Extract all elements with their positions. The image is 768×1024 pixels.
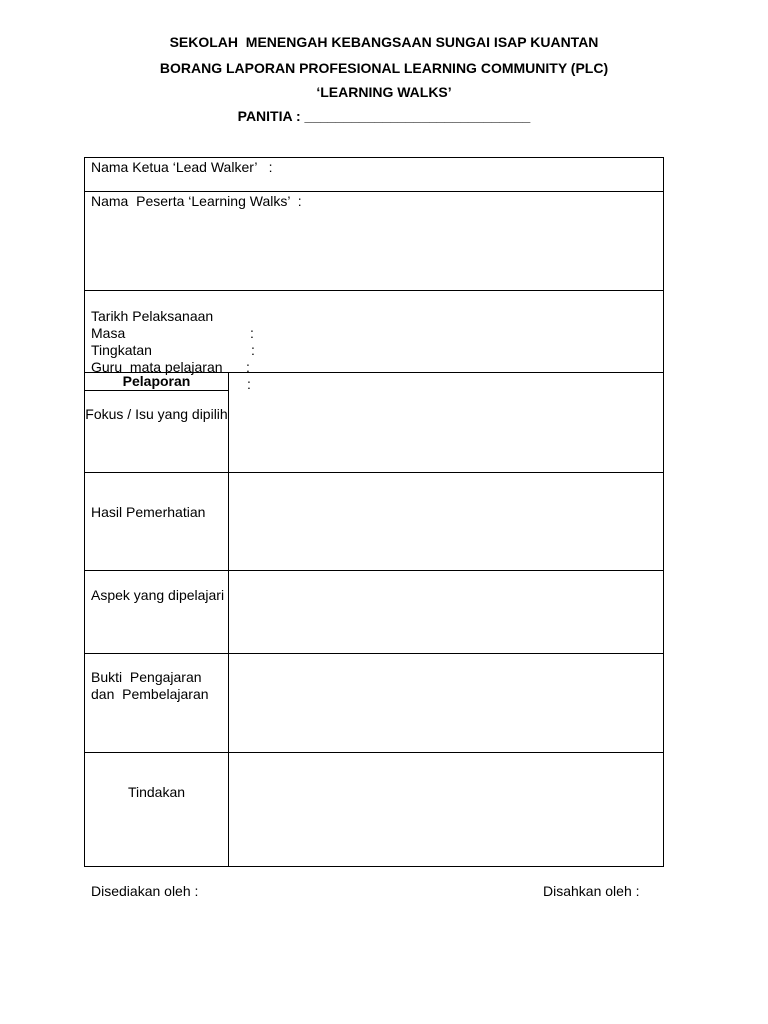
bukti-label: Bukti Pengajaran dan Pembelajaran: [91, 669, 209, 702]
detail-colon: :: [247, 376, 251, 392]
detail-label: Guru mata pelajaran: [91, 359, 223, 375]
hasil-label: Hasil Pemerhatian: [91, 504, 206, 520]
aspek-label: Aspek yang dipelajari: [91, 587, 225, 603]
peserta-label: Nama Peserta ‘Learning Walks’ :: [91, 193, 302, 209]
peserta-box: [84, 191, 664, 291]
detail-label: Tingkatan: [91, 342, 152, 358]
detail-label: Masa: [91, 325, 126, 341]
panitia-blank[interactable]: _____________________________: [304, 108, 531, 124]
ketua-label: Nama Ketua ‘Lead Walker’ :: [91, 159, 273, 175]
panitia-line: [0, 108, 768, 124]
column-divider: [228, 373, 229, 866]
row-divider: [85, 752, 663, 753]
prepared-by: Disediakan oleh :: [91, 883, 199, 899]
row-divider: [85, 653, 663, 654]
ketua-box: [84, 157, 664, 192]
pelaporan-header: Pelaporan: [122, 373, 191, 389]
header-underline: [85, 390, 229, 391]
detail-colon: :: [246, 359, 250, 375]
approved-by: Disahkan oleh :: [543, 883, 640, 899]
row-divider: [85, 570, 663, 571]
detail-colon: :: [250, 325, 254, 341]
detail-colon: :: [251, 342, 255, 358]
fokus-label: Fokus / Isu yang dipilih: [85, 406, 228, 422]
panitia-label: PANITIA :: [237, 108, 305, 124]
row-divider: [85, 472, 663, 473]
report-table: [84, 372, 664, 867]
form-title: BORANG LAPORAN PROFESIONAL LEARNING COMMUNITY (PLC): [159, 60, 609, 76]
school-name: SEKOLAH MENENGAH KEBANGSAAN SUNGAI ISAP KUANTAN: [169, 34, 599, 50]
detail-label: Tarikh Pelaksanaan: [91, 308, 214, 324]
tindakan-label: Tindakan: [127, 784, 186, 800]
form-subtitle: ‘LEARNING WALKS’: [316, 84, 452, 100]
